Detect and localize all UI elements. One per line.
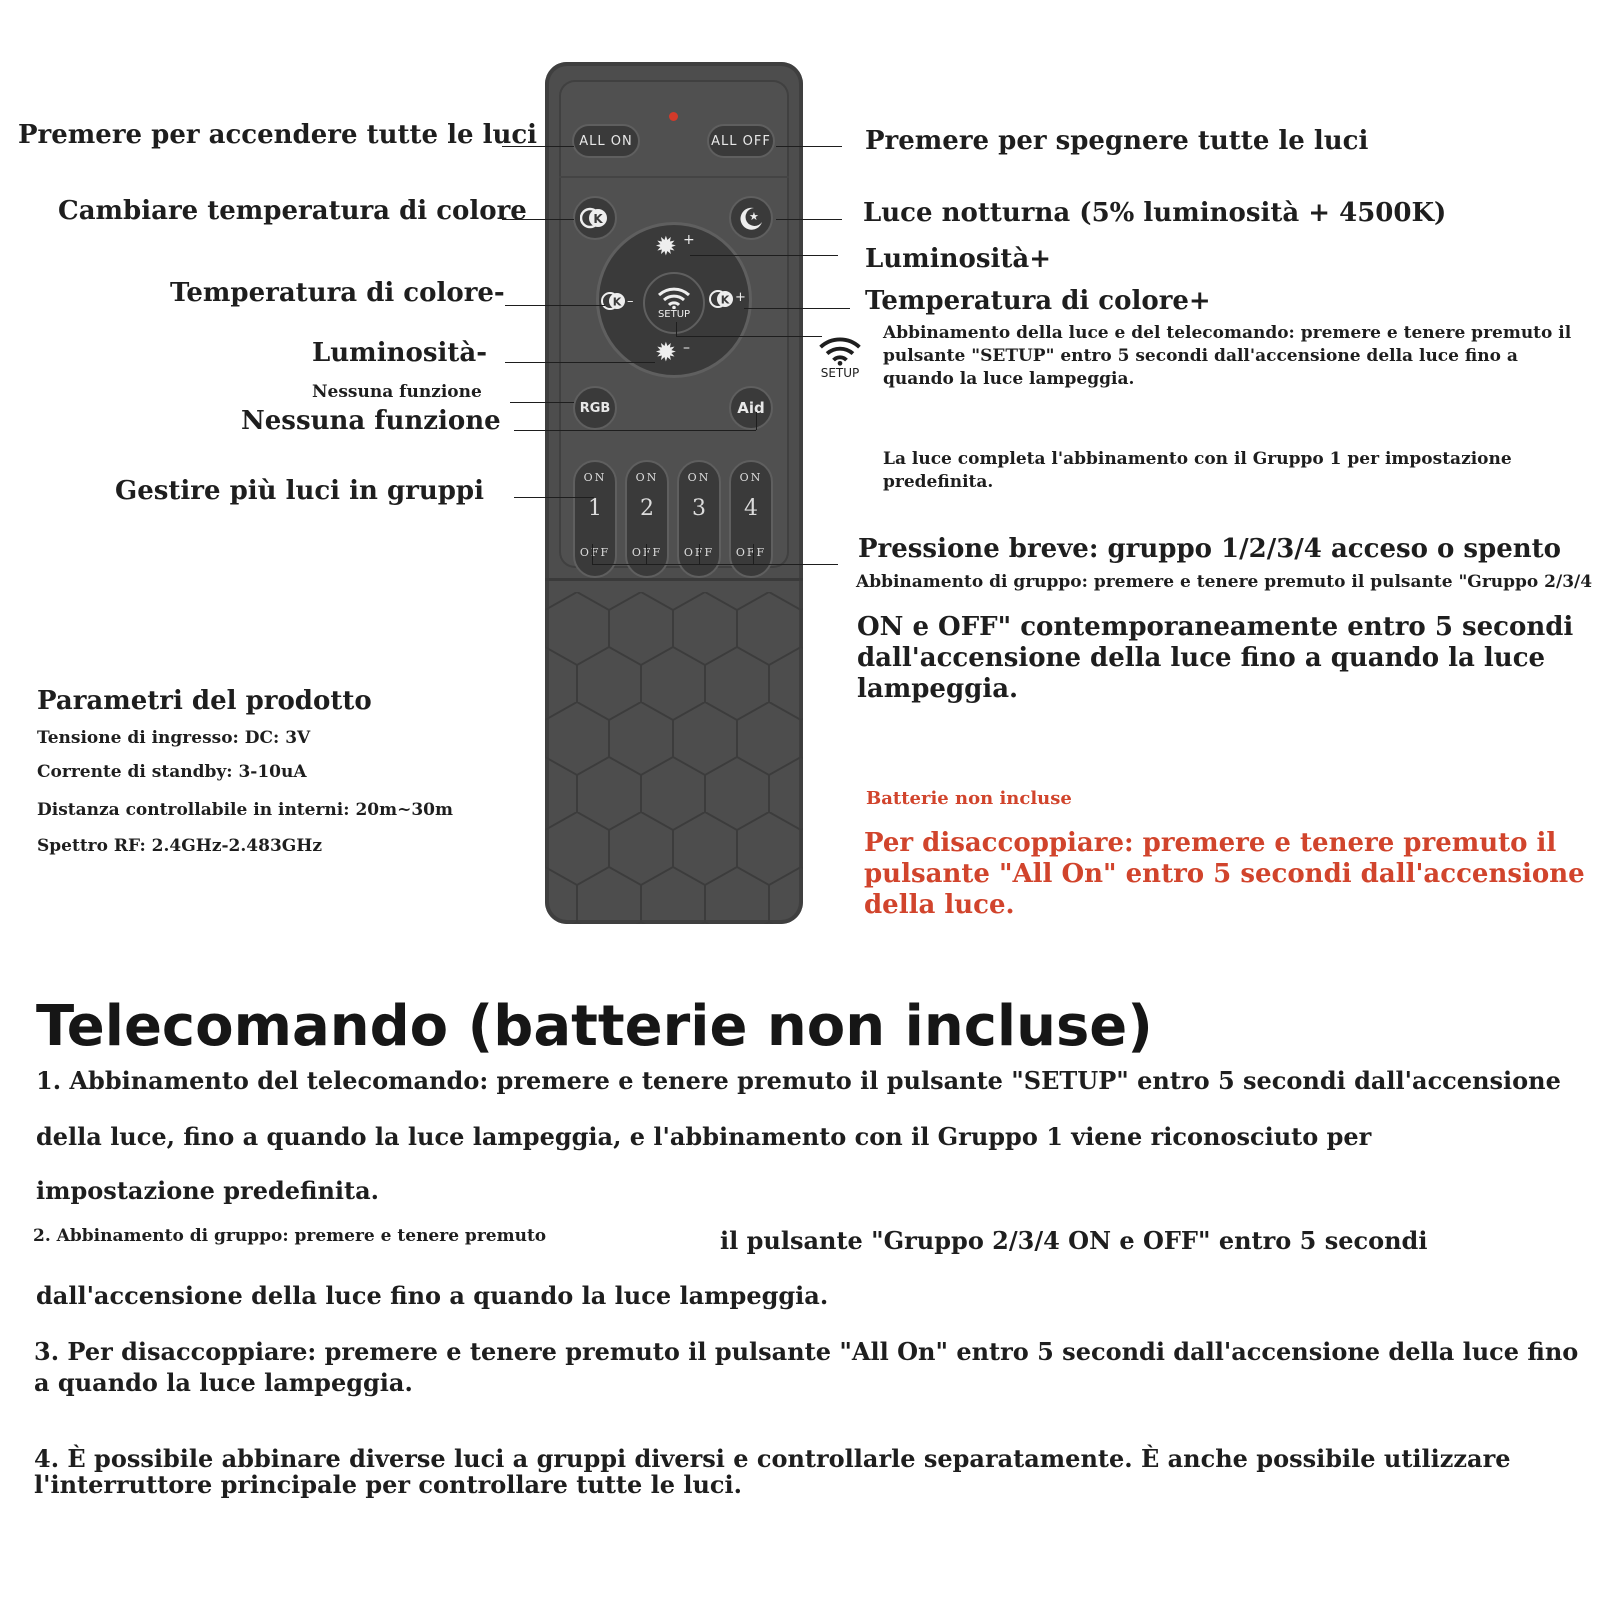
- label-no-function-small: Nessuna funzione: [312, 382, 482, 402]
- label-all-off: Premere per spegnere tutte le luci: [865, 126, 1369, 156]
- faceplate-divider: [559, 176, 789, 178]
- rgb-button[interactable]: RGB: [573, 386, 617, 430]
- params-title: Parametri del prodotto: [37, 686, 372, 716]
- group-number: 2: [640, 496, 654, 521]
- moon-star-icon: [737, 204, 765, 232]
- minus-sign: –: [683, 340, 690, 356]
- step1-line1: 1. Abbinamento del telecomando: premere e tenere premuto il pulsante "SETUP" entro 5 secondi dall'accensione: [36, 1066, 1561, 1095]
- color-temp-minus-button[interactable]: [601, 288, 645, 314]
- step1-line3: impostazione predefinita.: [36, 1176, 380, 1205]
- setup-icon-label: SETUP: [820, 366, 860, 380]
- svg-text:K: K: [612, 295, 622, 309]
- group-off-label: OFF: [631, 546, 663, 559]
- group-off-label: OFF: [579, 546, 611, 559]
- step4: 4. È possibile abbinare diverse luci a gruppi diversi e controllarle separatamente. È anche possibile utilizzare l'interruttore principale per controllare tutte le luci.: [34, 1444, 1511, 1499]
- leader-line: [592, 564, 838, 565]
- hexagon-texture: [545, 592, 803, 924]
- label-group-pairing-line2: ON e OFF" contemporaneamente entro 5 secondi dall'accensione della luce fino a quando la luce lampeggia.: [857, 612, 1574, 704]
- step3: 3. Per disaccoppiare: premere e tenere premuto il pulsante "All On" entro 5 secondi dall'accensione della luce fino a quando la luce lampeggia.: [34, 1337, 1579, 1397]
- label-night-light: Luce notturna (5% luminosità + 4500K): [863, 198, 1447, 228]
- leader-line: [505, 305, 605, 306]
- group-number: 4: [744, 496, 758, 521]
- setup-button[interactable]: [643, 272, 705, 334]
- group-on-label: ON: [739, 471, 763, 484]
- color-temp-icon: [601, 288, 645, 314]
- all-on-button[interactable]: ALL ON: [572, 124, 640, 158]
- param-distance: Distanza controllabile in interni: 20m~30m: [37, 800, 453, 820]
- label-batteries-note: Batterie non incluse: [866, 788, 1072, 809]
- svg-text:K: K: [593, 212, 603, 226]
- svg-text:K: K: [720, 293, 730, 307]
- leader-line: [699, 544, 700, 564]
- remote-faceplate: [559, 80, 789, 568]
- setup-label: SETUP: [657, 308, 691, 320]
- leader-line: [676, 322, 677, 336]
- group-off-label: OFF: [735, 546, 767, 559]
- sun-icon: ✹: [655, 338, 677, 368]
- svg-text:★: ★: [749, 210, 759, 223]
- remote-control: [545, 62, 803, 924]
- leader-line: [753, 544, 754, 564]
- remote-divider: [545, 578, 803, 581]
- step2-part1: 2. Abbinamento di gruppo: premere e tenere premuto: [33, 1226, 547, 1246]
- leader-line: [776, 219, 842, 220]
- label-setup-pairing: Abbinamento della luce e del telecomando: premere e tenere premuto il pulsante "SETUP" entro 5 secondi dall'accensione della luce fino a quando la luce lampeggia.: [883, 323, 1572, 389]
- brightness-minus-button[interactable]: [655, 338, 695, 372]
- step2-line2: dall'accensione della luce fino a quando la luce lampeggia.: [36, 1281, 829, 1310]
- leader-line: [514, 497, 594, 498]
- leader-line: [756, 412, 757, 430]
- label-brightness-plus: Luminosità+: [865, 244, 1051, 274]
- group-1-button[interactable]: [573, 460, 617, 578]
- leader-line: [676, 336, 822, 337]
- label-unpair: Per disaccoppiare: premere e tenere premuto il pulsante "All On" entro 5 secondi dall'accensione della luce.: [864, 828, 1585, 920]
- label-color-temp-plus: Temperatura di colore+: [865, 286, 1211, 316]
- param-standby: Corrente di standby: 3-10uA: [37, 762, 307, 782]
- svg-text:+: +: [735, 290, 746, 305]
- group-4-button[interactable]: [729, 460, 773, 578]
- aid-button[interactable]: Aid: [729, 386, 773, 430]
- color-temp-icon: [580, 206, 610, 230]
- label-brightness-minus: Luminosità-: [312, 338, 487, 368]
- group-number: 1: [588, 496, 602, 521]
- color-temp-button[interactable]: [573, 196, 617, 240]
- step1-line2: della luce, fino a quando la luce lampeggia, e l'abbinamento con il Gruppo 1 viene riconosciuto per: [36, 1122, 1372, 1151]
- param-rf: Spettro RF: 2.4GHz-2.483GHz: [37, 836, 323, 856]
- leader-line: [690, 255, 838, 256]
- label-groups: Gestire più luci in gruppi: [115, 476, 484, 506]
- label-color-temp-change: Cambiare temperatura di colore: [58, 196, 527, 226]
- plus-sign: +: [683, 232, 695, 248]
- label-group-pairing-line1: Abbinamento di gruppo: premere e tenere premuto il pulsante "Gruppo 2/3/4: [856, 572, 1593, 592]
- group-on-label: ON: [635, 471, 659, 484]
- all-off-button[interactable]: ALL OFF: [707, 124, 775, 158]
- leader-line: [592, 544, 593, 564]
- night-light-button[interactable]: [729, 196, 773, 240]
- leader-line: [505, 362, 655, 363]
- group-number: 3: [692, 496, 706, 521]
- group-2-button[interactable]: [625, 460, 669, 578]
- param-voltage: Tensione di ingresso: DC: 3V: [37, 728, 311, 748]
- group-off-label: OFF: [683, 546, 715, 559]
- leader-line: [744, 308, 850, 309]
- label-group1-default: La luce completa l'abbinamento con il Gruppo 1 per impostazione predefinita.: [883, 449, 1512, 492]
- wifi-icon: [657, 287, 691, 309]
- group-on-label: ON: [583, 471, 607, 484]
- leader-line: [514, 430, 756, 431]
- step2-part2: il pulsante "Gruppo 2/3/4 ON e OFF" entro 5 secondi: [720, 1226, 1428, 1255]
- leader-line: [510, 402, 574, 403]
- wifi-icon: [818, 336, 862, 366]
- instructions-heading: Telecomando (batterie non incluse): [36, 994, 1153, 1059]
- label-color-temp-minus: Temperatura di colore-: [170, 278, 505, 308]
- brightness-plus-button[interactable]: [655, 232, 695, 266]
- leader-line: [776, 146, 842, 147]
- svg-text:–: –: [627, 294, 634, 309]
- leader-line: [646, 544, 647, 564]
- label-short-press: Pressione breve: gruppo 1/2/3/4 acceso o spento: [858, 534, 1562, 564]
- group-on-label: ON: [687, 471, 711, 484]
- setup-wifi-icon: [815, 336, 865, 386]
- label-no-function: Nessuna funzione: [241, 406, 501, 436]
- sun-icon: ✹: [655, 232, 677, 262]
- led-indicator: [669, 112, 678, 121]
- label-all-on: Premere per accendere tutte le luci: [18, 120, 538, 150]
